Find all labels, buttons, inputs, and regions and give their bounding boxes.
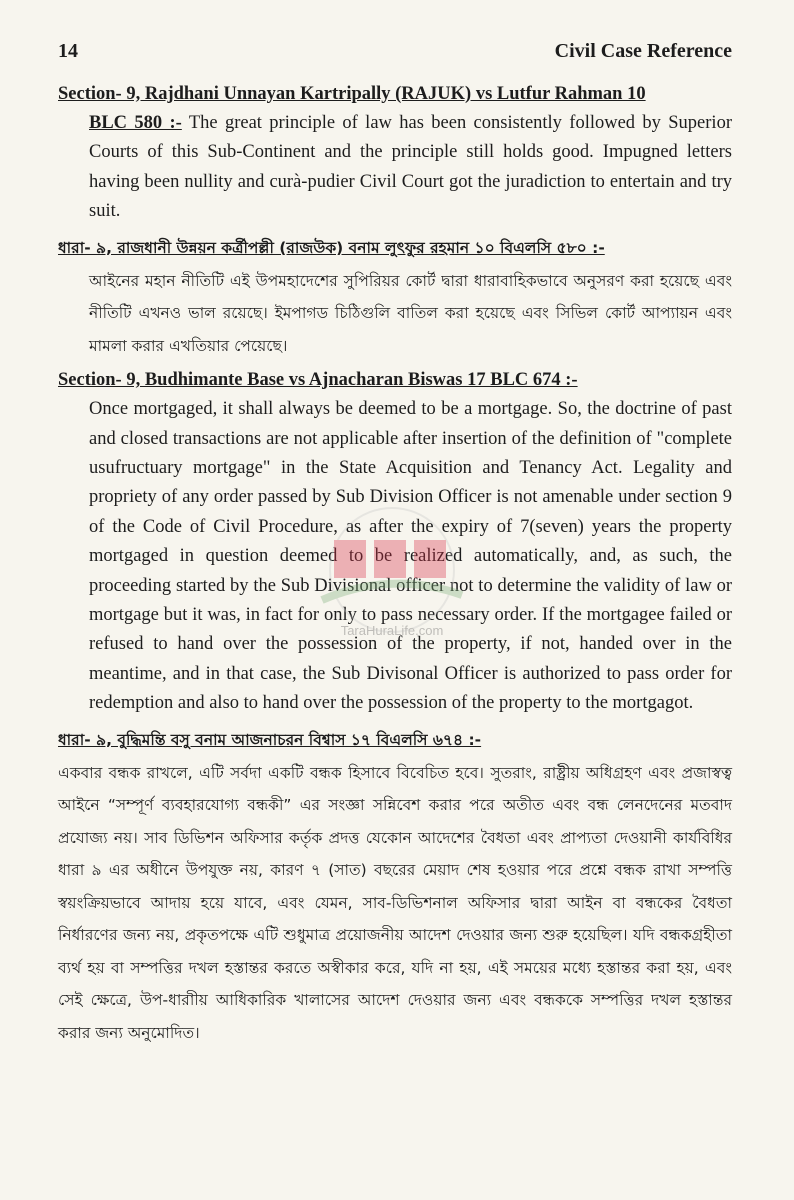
page-header — [58, 40, 732, 70]
case-body-bangla: একবার বন্ধক রাখলে, এটি সর্বদা একটি বন্ধক হিসাবে বিবেচিত হবে। সুতরাং, রাষ্ট্রীয় অধিগ্রহণ এবং প্রজাস্বত্ব আইনে “সম্পূর্ণ ব্যবহারযোগ্য বন্ধকী” এর সংজ্ঞা সন্নিবেশ করার পরে অতীত এবং বন্ধ লেনদেনের মতবাদ প্রযোজ্য নয়। সাব ডিভিশন অফিসার কর্তৃক প্রদত্ত যেকোন আদেশের বৈধতা এবং প্রাপ্যতা দেওয়ানী কার্যবিধির ধারা ৯ এর অধীনে উপযুক্ত নয়, কারণ ৭ (সাত) বছরের মেয়াদ শেষ হওয়ার পরে প্রশ্নে বন্ধক রাখা সম্পত্তি স্বয়ংক্রিয়ভাবে আদায় হয়ে যাবে, এবং যেমন, সাব-ডিভিশনাল অফিসার দ্বারা আইন বা বন্ধকের বৈধতা নির্ধারণের জন্য নয়, প্রকৃতপক্ষে এটি শুধুমাত্র প্রয়োজনীয় আদেশ দেওয়ার জন্য শুরু হয়েছিল। যদি বন্ধকগ্রহীতা ব্যর্থ হয় বা সম্পত্তির দখল হস্তান্তর করতে অস্বীকার করে, যদি না হয়, এই সময়ের মধ্যে হস্তান্তর করা হয়, এবং সেই ক্ষেত্রে, উপ-ধারাীয় আধিকারিক খালাসের আদেশ দেওয়ার জন্য এবং বন্ধককে সম্পত্তির দখল হস্তান্তর করার জন্য অনুমোদিত। — [58, 763, 732, 1042]
case-heading-bangla: ধারা- ৯, রাজধানী উন্নয়ন কর্ত্রীপল্লী (রাজউক) বনাম লুৎফুর রহমান ১০ বিএলসি ৫৮০ :- — [58, 238, 605, 257]
case-body-english — [89, 109, 732, 227]
case-heading: Section- 9, Rajdhani Unnayan Kartripally (RAJUK) vs Lutfur Rahman 10 — [58, 84, 646, 104]
watermark-site-text: TaraHuraLife.com — [340, 623, 444, 638]
page-content — [58, 80, 732, 1049]
case-heading-bangla: ধারা- ৯, বুদ্ধিমন্তি বসু বনাম আজনাচরন বিশ্বাস ১৭ বিএলসি ৬৭৪ :- — [58, 730, 482, 749]
case-heading: Section- 9, Budhimante Base vs Ajnacharan Biswas 17 BLC 674 :- — [58, 370, 578, 391]
case-section-budhimante — [58, 366, 732, 1049]
case-section-rajuk — [58, 80, 732, 362]
case-body-text: The great principle of law has been consistently followed by Superior Courts of this Sub-Continent and the principle still holds good. Impugned letters having been nullity and curà-pudier Civil Court got the juradiction to entertain and try suit. — [89, 113, 732, 222]
case-body-english: Once mortgaged, it shall always be deemed to be a mortgage. So, the doctrine of past and closed transactions are not applicable after insertion of the definition of "complete usufructuary mortgage" in the State Acquisition and Tenancy Act. Legality and propriety of any order passed by Sub Division Officer is not amenable under section 9 of the Code of Civil Procedure, as after the expiry of 7(seven) years the property mortgaged in question deemed to be realized automatically, and, as such, the proceeding started by the Sub Divisional officer not to determine the validity of law or mortgage but it was, in fact for only to pass necessary order. If the mortgagee failed or refused to hand over the possession of the property, if not, handed over in the meantime, and in that case, the Sub Divisonal Officer is authorized to pass order for redemption and also to hand over the possession of the property to the mortgagot. — [89, 399, 732, 714]
page-number: 14 — [58, 40, 78, 62]
running-title: Civil Case Reference — [554, 40, 732, 62]
case-heading-continued: BLC 580 :- — [89, 113, 182, 133]
case-body-bangla: আইনের মহান নীতিটি এই উপমহাদেশের সুপিরিয়র কোর্ট দ্বারা ধারাবাহিকভাবে অনুসরণ করা হয়েছে এবং নীতিটি এখনও ভাল রয়েছে। ইমপাগড চিঠিগুলি বাতিল করা হয়েছে এবং সিভিল কোর্ট আপ্যায়ন এবং মামলা করার এখতিয়ার পেয়েছে। — [89, 271, 732, 355]
